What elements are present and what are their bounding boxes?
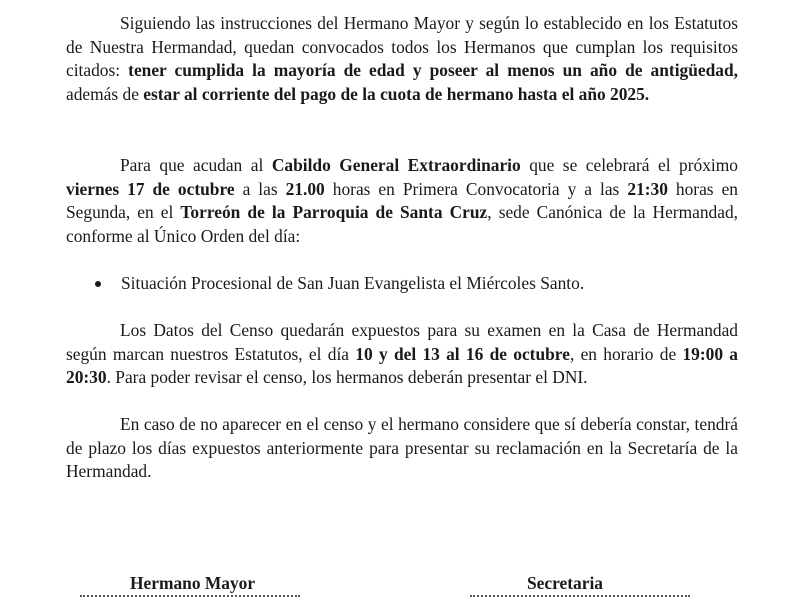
- agenda-list-item: [66, 272, 738, 296]
- text-segment: horas en Segunda, en el: [66, 178, 738, 222]
- bold-segment: estar al corriente del pago de la cuota de hermano hasta el año 2025.: [143, 83, 650, 104]
- bold-segment: 19:00 a 20:30: [66, 343, 738, 387]
- bold-segment: Torreón de la Parroquia de Santa Cruz: [180, 202, 488, 222]
- text-segment: En caso de no aparecer en el censo y el hermano considere que sí debería constar, tendrá de plazo los días expuestos anteriormente para presentar su reclamación en la Secretaría de la Hermandad.: [66, 414, 738, 481]
- bold-segment: 10 y del 13 al 16 de octubre: [355, 343, 570, 364]
- text-segment: , sede Canónica de la Hermandad, conforme al Único Orden del día:: [66, 202, 738, 246]
- text-segment: , en horario de: [569, 343, 683, 364]
- bold-segment: 21.00: [285, 178, 325, 199]
- bold-segment: tener cumplida la mayoría de edad y poseer al menos un año de antigüedad,: [128, 60, 738, 80]
- text-segment: a las: [234, 178, 286, 199]
- text-segment: Para que acudan al: [120, 155, 272, 175]
- text-segment: Los Datos del Censo quedarán expuestos para su examen en la Casa de Hermandad según marcan nuestros Estatutos, el día: [66, 320, 738, 364]
- signature-line-left: [80, 594, 300, 600]
- bold-segment: viernes 17 de octubre: [66, 178, 235, 199]
- bullet-icon: [95, 281, 101, 287]
- signature-title-secretaria: Secretaria: [527, 573, 603, 593]
- claim-paragraph: [66, 413, 738, 484]
- convocation-paragraph: [66, 12, 738, 106]
- signature-title-hermano-mayor: Hermano Mayor: [130, 573, 256, 593]
- bold-segment: 21:30: [627, 178, 668, 199]
- text-segment: horas en Primera Convocatoria y a las: [324, 178, 628, 199]
- agenda-item-text: Situación Procesional de San Juan Evangelista el Miércoles Santo.: [121, 273, 585, 293]
- text-segment: además de: [66, 83, 144, 104]
- text-segment: . Para poder revisar el censo, los hermanos deberán presentar el DNI.: [106, 367, 588, 387]
- bold-segment: Cabildo General Extraordinario: [271, 155, 521, 175]
- signature-line-right: [470, 594, 690, 600]
- census-paragraph: [66, 319, 738, 390]
- text-segment: que se celebrará el próximo: [520, 155, 738, 175]
- meeting-paragraph: [66, 154, 738, 248]
- text-segment: Siguiendo las instrucciones del Hermano Mayor y según lo establecido en los Estatutos de Nuestra Hermandad, quedan convocados todos los Hermanos que cumplan los requisitos citados:: [66, 13, 738, 80]
